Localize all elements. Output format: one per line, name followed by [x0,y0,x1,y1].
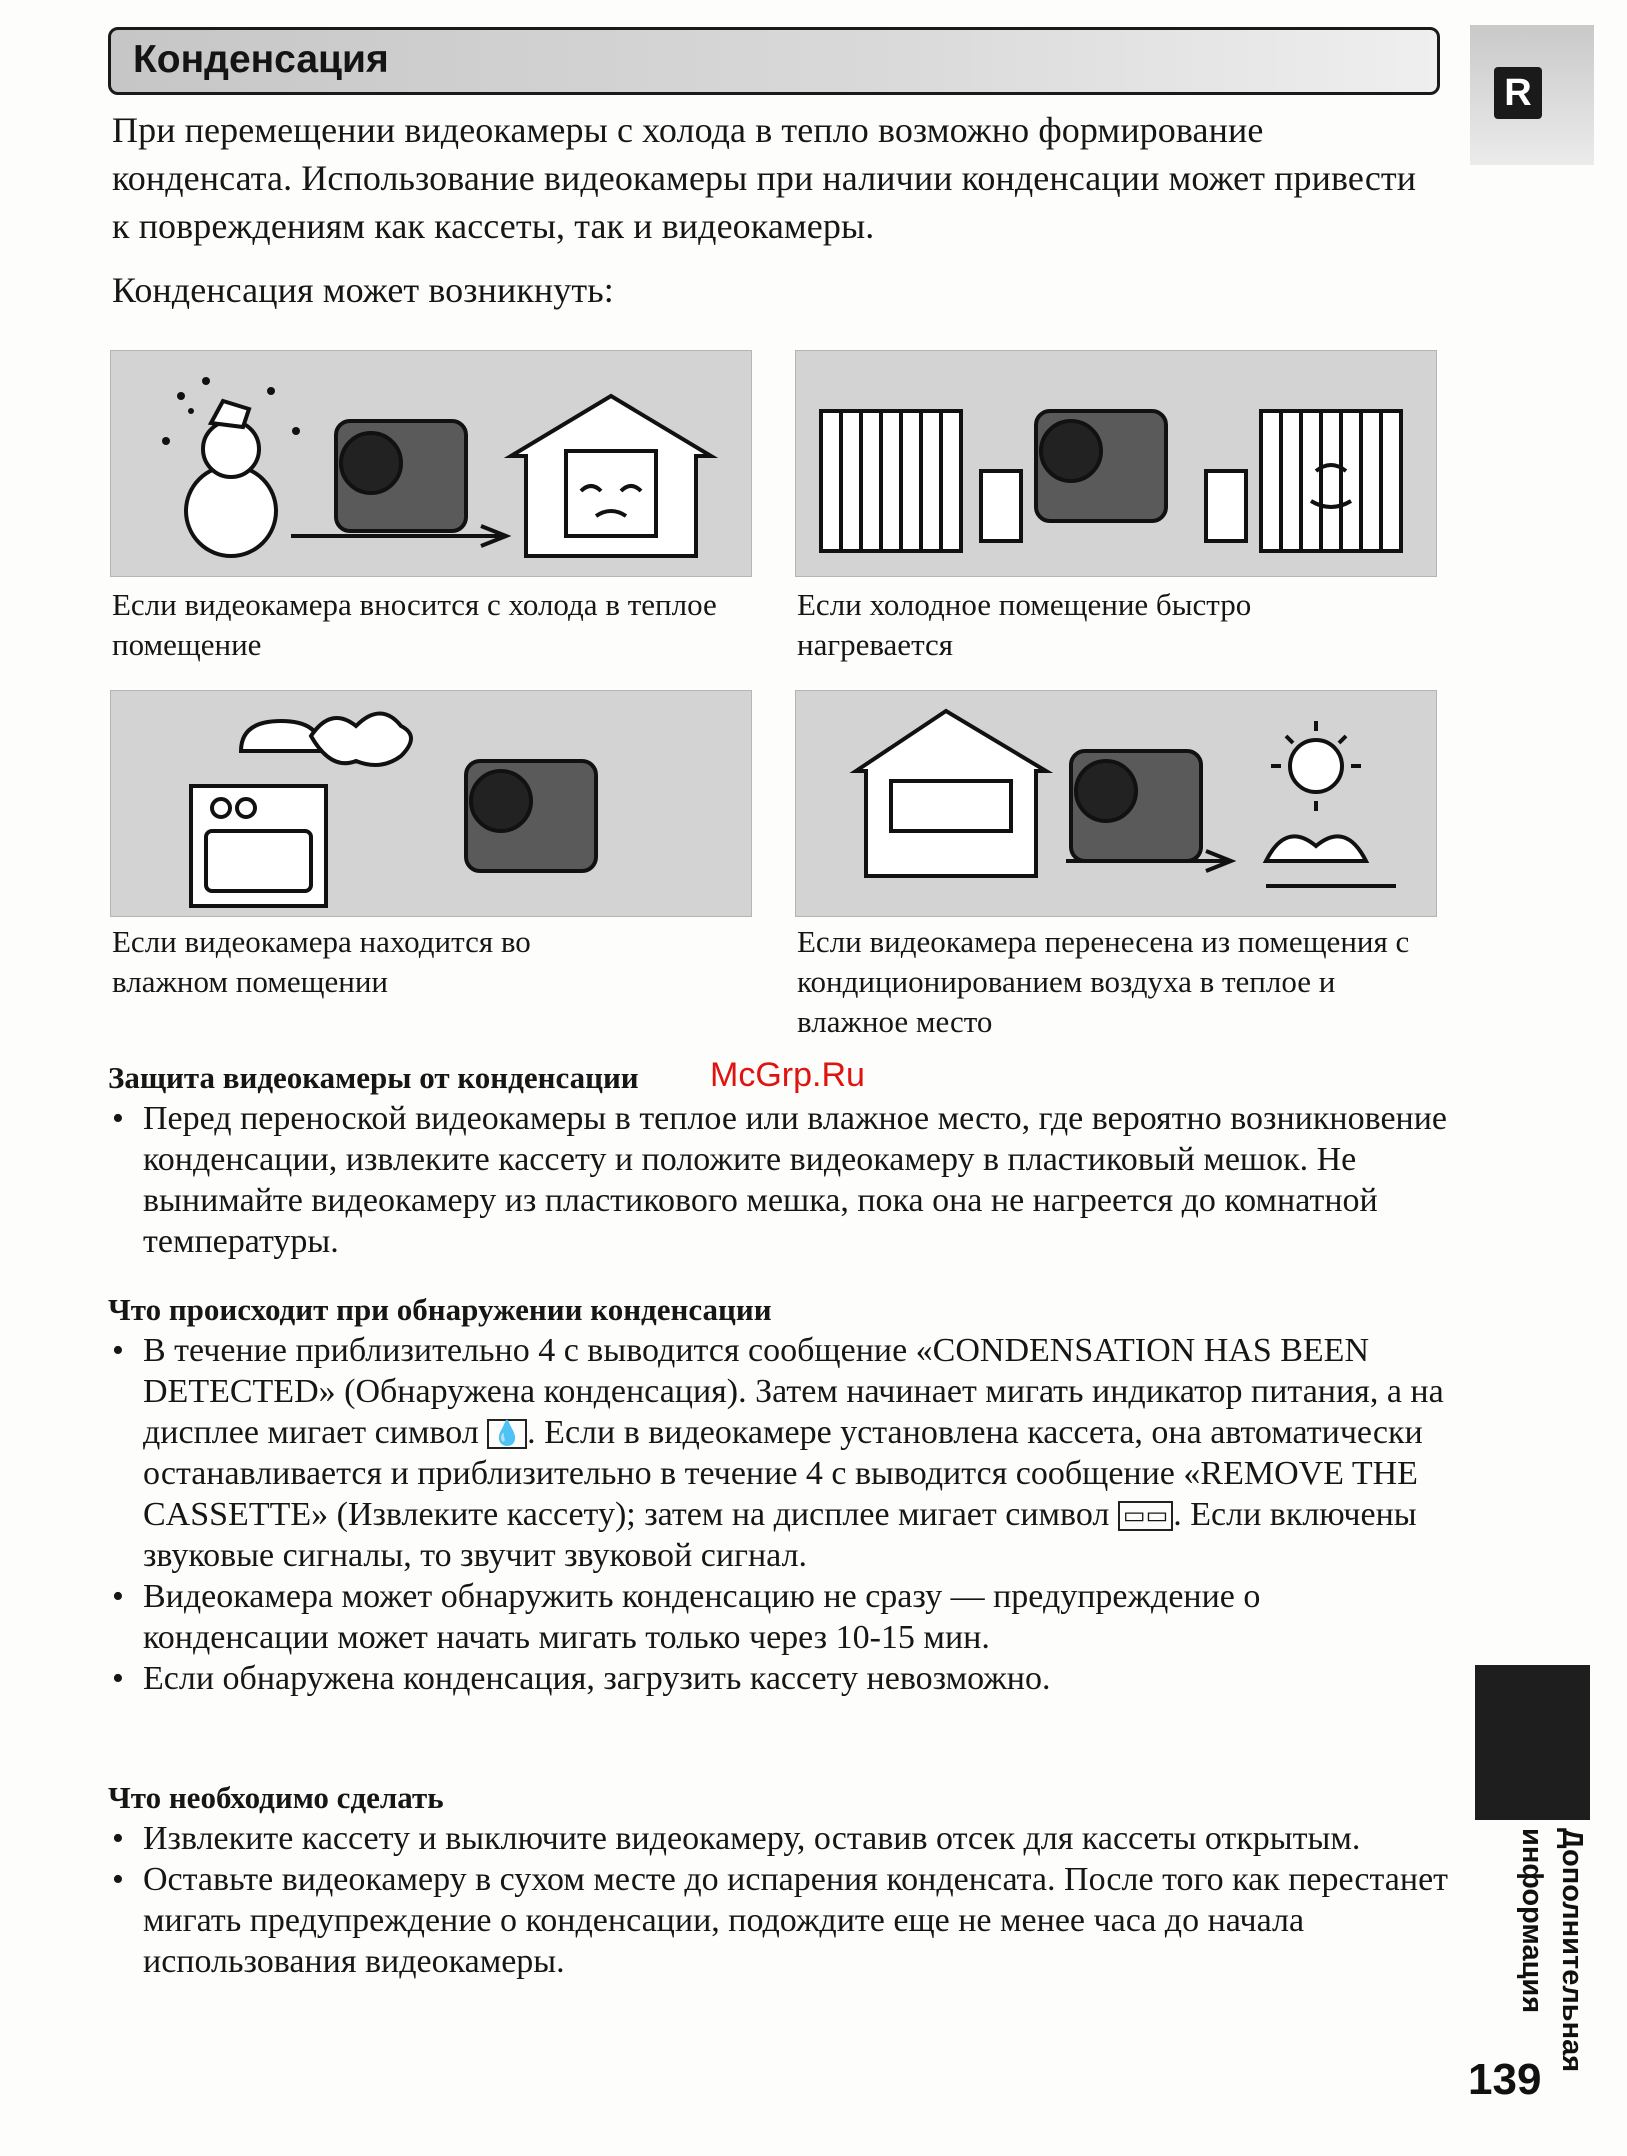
illustration-cold-to-warm [110,350,752,577]
bullet-list [108,1818,1453,1982]
caption-room-heating: Если холодное помещение быстро нагревается [797,587,1252,662]
side-tab-block [1475,1665,1590,1820]
air-conditioner-sun-camera-icon [796,691,1436,916]
section-title-bar [108,27,1440,95]
language-badge: R [1494,67,1542,119]
list-item-text: . Если включены звуковые сигналы, то звучит звуковой сигнал. [143,1496,1417,1574]
illustration-humid-room [110,690,752,917]
bullet-list [108,1098,1453,1262]
section-protection [108,1058,1453,1262]
intro-lead: Конденсация может возникнуть: [112,270,614,310]
page-title: Конденсация [133,38,389,81]
watermark: McGrp.Ru [710,1056,865,1094]
section-heading: Защита видеокамеры от конденсации [108,1060,639,1095]
caption-ac-to-humid: Если видеокамера перенесена из помещения с кондиционированием воздуха в теплое и влажное место [797,924,1410,1039]
illustration-room-heating [795,350,1437,577]
list-item: • Видеокамера может обнаружить конденсацию не сразу — предупреждение о конденсации может начать мигать только через 10-15 мин. [108,1576,1453,1658]
section-heading: Что необходимо сделать [108,1780,444,1815]
section-detection [108,1290,1453,1699]
steaming-kettle-camera-icon [111,691,751,916]
bullet-list [108,1330,1453,1699]
list-item-text: В течение приблизительно 4 с выводится сообщение «CONDENSATION HAS BEEN DETECTED» (Обнаружена конденсация). Затем начинает мигать индикатор питания, а на дисплее мигает символ [143,1332,1444,1451]
condensation-drop-icon: 💧 [487,1419,527,1449]
list-item-text: . Если в видеокамере установлена кассета, она автоматически останавливается и приблизительно в течение 4 с выводится сообщение «REMOVE THE CASSETTE» (Извлеките кассету); затем на дисплее мигает символ [143,1414,1423,1533]
language-tab [1470,25,1594,165]
snowman-camera-house-icon [111,351,751,576]
caption-cold-to-warm: Если видеокамера вносится с холода в теплое помещение [112,587,717,662]
page-number: 139 [1468,2055,1542,2104]
list-item: • Если обнаружена конденсация, загрузить кассету невозможно. [108,1658,1453,1699]
illustration-ac-to-humid [795,690,1437,917]
list-item: • Перед переноской видеокамеры в теплое или влажное место, где вероятно возникновение конденсации, извлеките кассету и положите видеокамеру в пластиковый мешок. Не вынимайте видеокамеру из пластикового мешка, пока она не нагреется до комнатной температуры. [108,1098,1453,1262]
side-tab-label: Дополнительная информация [1516,1828,1588,2073]
caption-humid-room: Если видеокамера находится во влажном помещении [112,924,531,999]
list-item [108,1330,1453,1576]
section-what-to-do [108,1778,1453,1982]
heater-room-camera-icon [796,351,1436,576]
cassette-icon: ▭▭ [1118,1501,1173,1531]
list-item: • Оставьте видеокамеру в сухом месте до испарения конденсата. После того как перестанет мигать предупреждение о конденсации, подождите еще не менее часа до начала использования видеокамеры. [108,1859,1453,1982]
intro-paragraph: При перемещении видеокамеры с холода в тепло возможно формирование конденсата. Использование видеокамеры при наличии конденсации может привести к повреждениям как кассеты, так и видеокамеры. [112,110,1417,246]
section-heading: Что происходит при обнаружении конденсации [108,1292,772,1327]
list-item: • Извлеките кассету и выключите видеокамеру, оставив отсек для кассеты открытым. [108,1818,1453,1859]
